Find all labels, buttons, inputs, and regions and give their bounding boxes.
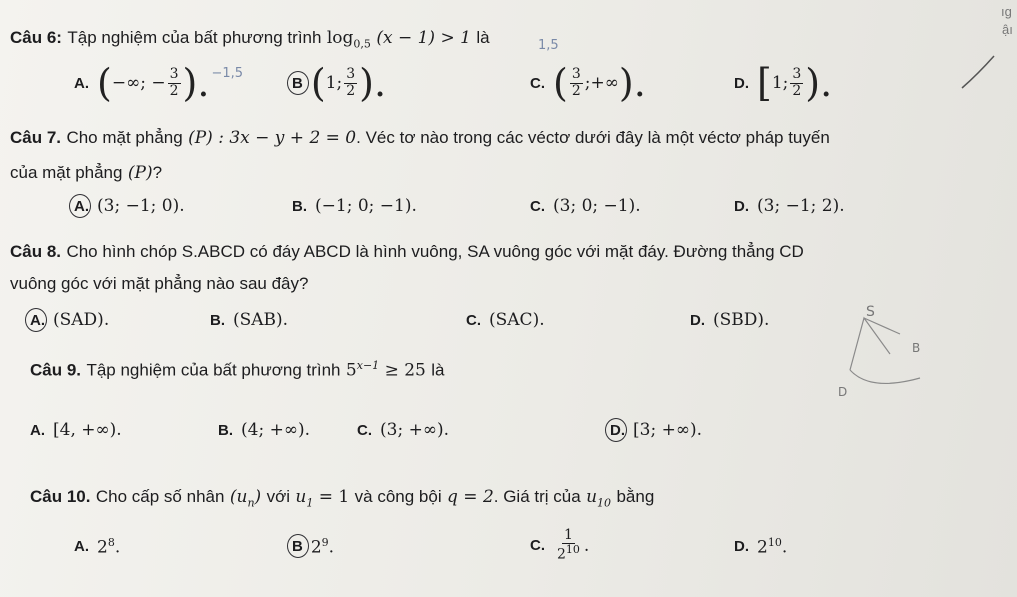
q10-option-b-label: B	[292, 538, 303, 556]
question-10-text-5: bằng	[616, 487, 655, 506]
question-9-number: Câu 9.	[30, 360, 82, 380]
q10-option-c[interactable]	[530, 528, 589, 563]
q7-option-a-label: A.	[74, 197, 89, 215]
q6-option-b-left: 1;	[325, 73, 343, 93]
question-7-line-2	[10, 163, 162, 183]
q7-option-c-label: C.	[530, 197, 545, 215]
q8-option-c[interactable]	[466, 310, 545, 330]
question-10-text-3: và công bội	[354, 487, 442, 506]
q8-option-a[interactable]	[30, 310, 109, 330]
q8-option-d-label: D.	[690, 311, 705, 329]
question-9-text: Tập nghiệm của bất phương trình	[86, 360, 341, 380]
question-9	[30, 359, 445, 381]
q6-option-c-open: (	[553, 61, 568, 105]
q6-option-a-label: A.	[74, 74, 89, 92]
q6-option-d-label: D.	[734, 74, 749, 92]
q8-option-b-value: (SAB).	[233, 310, 289, 330]
question-10-u1: $u_1 = 1$	[295, 487, 350, 510]
question-10-q: q = 2	[447, 487, 494, 507]
q7-option-b[interactable]	[292, 196, 417, 216]
q8-option-b-label: B.	[210, 311, 225, 329]
q6-option-d-open: [	[757, 61, 772, 105]
q10-option-c-fraction: $\frac{1}{2^{10}}$	[557, 527, 580, 564]
question-6	[10, 28, 490, 50]
q6-option-d-close: ).	[805, 61, 833, 105]
q9-option-c-value: (3; +∞).	[380, 420, 450, 440]
q7-option-b-value: (−1; 0; −1).	[315, 196, 417, 216]
q6-option-d[interactable]	[734, 61, 833, 105]
q6-option-c-close: ).	[618, 61, 646, 105]
q10-option-a-label: A.	[74, 538, 89, 556]
q8-option-b[interactable]	[210, 310, 288, 330]
q6-option-b-close: ).	[359, 61, 387, 105]
question-7-plane-2: (P)	[127, 163, 153, 183]
q9-option-c[interactable]	[357, 420, 449, 440]
q9-option-d[interactable]	[610, 420, 702, 440]
question-6-tail: là	[476, 28, 490, 47]
question-6-log: log	[326, 28, 354, 48]
q8-option-c-label: C.	[466, 311, 481, 329]
q6-option-a-fraction: $\frac{3}{2}$	[169, 66, 179, 99]
q9-option-a-value: [4, +∞).	[53, 420, 122, 440]
q8-option-c-value: (SAC).	[489, 310, 545, 330]
q7-option-d-value: (3; −1; 2).	[757, 196, 845, 216]
question-8-number: Câu 8.	[10, 242, 62, 261]
q7-option-c-value: (3; 0; −1).	[553, 196, 641, 216]
pyramid-sketch	[830, 300, 930, 400]
corner-text-2: ậı	[1002, 22, 1013, 37]
question-8-line-1	[10, 242, 804, 262]
question-6-text: Tập nghiệm của bất phương trình	[67, 28, 322, 47]
q7-option-d-label: D.	[734, 197, 749, 215]
q10-option-a[interactable]	[74, 536, 120, 558]
question-10-text-1: Cho cấp số nhân	[95, 487, 225, 506]
question-10-text-4: . Giá trị của	[493, 487, 581, 506]
q6-option-a-close: ).	[182, 61, 210, 105]
question-8-text-1: Cho hình chóp S.ABCD có đáy ABCD là hình vuông, SA vuông góc với mặt đáy. Đường thẳng CD	[66, 242, 804, 261]
pen-mark-icon	[960, 52, 1000, 92]
question-7-text-3: của mặt phẳng	[10, 163, 123, 182]
q8-option-d-value: (SBD).	[713, 310, 770, 330]
q10-option-c-dot: .	[583, 535, 590, 556]
q6-option-a[interactable]	[74, 61, 244, 105]
q6-option-b-label: B	[292, 74, 303, 92]
q10-option-b-value: $2^9$.	[310, 536, 335, 558]
q8-option-d[interactable]	[690, 310, 769, 330]
q6-option-c-label: C.	[530, 74, 545, 92]
q9-option-b-label: B.	[218, 421, 233, 439]
question-9-tail: là	[431, 360, 445, 380]
q7-option-b-label: B.	[292, 197, 307, 215]
q10-option-d-label: D.	[734, 538, 749, 556]
question-10	[30, 487, 654, 509]
question-7-text-1: Cho mặt phẳng	[66, 128, 183, 147]
question-9-base: 5	[345, 360, 357, 381]
q8-option-a-label: A.	[30, 311, 45, 329]
q9-option-c-label: C.	[357, 421, 372, 439]
q6-option-a-note: −1,5	[211, 65, 244, 81]
q9-option-b[interactable]	[218, 420, 310, 440]
q7-option-d[interactable]	[734, 196, 845, 216]
q6-option-c-fraction: $\frac{3}{2}$	[571, 66, 581, 99]
corner-text-1: ıg	[1001, 4, 1012, 19]
question-6-log-base: 0,5	[353, 37, 371, 51]
question-9-rest: ≥ 25	[384, 360, 426, 381]
question-10-number: Câu 10.	[30, 487, 91, 506]
q6-option-d-fraction: $\frac{3}{2}$	[792, 66, 802, 99]
handwritten-note-q6: 1,5	[538, 38, 559, 53]
sketch-label-b: B	[912, 341, 921, 355]
question-6-log-arg: (x − 1) > 1	[376, 28, 471, 48]
question-8-line-2	[10, 274, 308, 294]
q6-option-b-open: (	[310, 61, 326, 105]
question-9-exp: x−1	[356, 359, 380, 372]
q10-option-d-value: $2^{10}$.	[757, 536, 788, 558]
q9-option-a-label: A.	[30, 421, 45, 439]
q6-option-b-fraction: $\frac{3}{2}$	[346, 66, 356, 99]
q6-option-d-left: 1;	[771, 73, 789, 93]
question-7-number: Câu 7.	[10, 128, 62, 147]
question-10-seq: $(u_n)$	[229, 487, 262, 510]
sketch-label-s: S	[866, 304, 875, 320]
q9-option-b-value: (4; +∞).	[241, 420, 311, 440]
sketch-label-d: D	[838, 385, 848, 399]
q7-option-a[interactable]	[74, 196, 185, 216]
q7-option-a-value: (3; −1; 0).	[97, 196, 185, 216]
q6-option-b[interactable]	[292, 61, 387, 105]
question-7-plane: (P) : 3x − y + 2 = 0	[188, 128, 357, 148]
question-7-text-4: ?	[152, 163, 163, 182]
question-6-number: Câu 6:	[10, 28, 62, 47]
q7-option-c[interactable]	[530, 196, 641, 216]
q6-option-c-right: ;+∞	[584, 73, 619, 93]
question-7-text-2: . Véc tơ nào trong các véctơ dưới đây là một véctơ pháp tuyến	[356, 128, 830, 147]
question-8-text-2: vuông góc với mặt phẳng nào sau đây?	[10, 274, 309, 293]
q9-option-d-label: D.	[610, 421, 625, 439]
question-10-text-2: với	[266, 487, 291, 506]
question-10-u10: $u_{10}$	[586, 487, 612, 510]
q9-option-d-value: [3; +∞).	[633, 420, 703, 440]
q10-option-a-value: $2^8$.	[97, 536, 121, 558]
q6-option-a-open: (	[97, 61, 112, 105]
q9-option-a[interactable]	[30, 420, 122, 440]
q10-option-b[interactable]	[292, 536, 334, 558]
q6-option-c[interactable]	[530, 61, 646, 105]
q10-option-d[interactable]	[734, 536, 787, 558]
q6-option-a-left: −∞; −	[111, 73, 166, 93]
question-7-line-1	[10, 128, 830, 148]
q8-option-a-value: (SAD).	[53, 310, 110, 330]
q10-option-c-label: C.	[530, 537, 545, 555]
